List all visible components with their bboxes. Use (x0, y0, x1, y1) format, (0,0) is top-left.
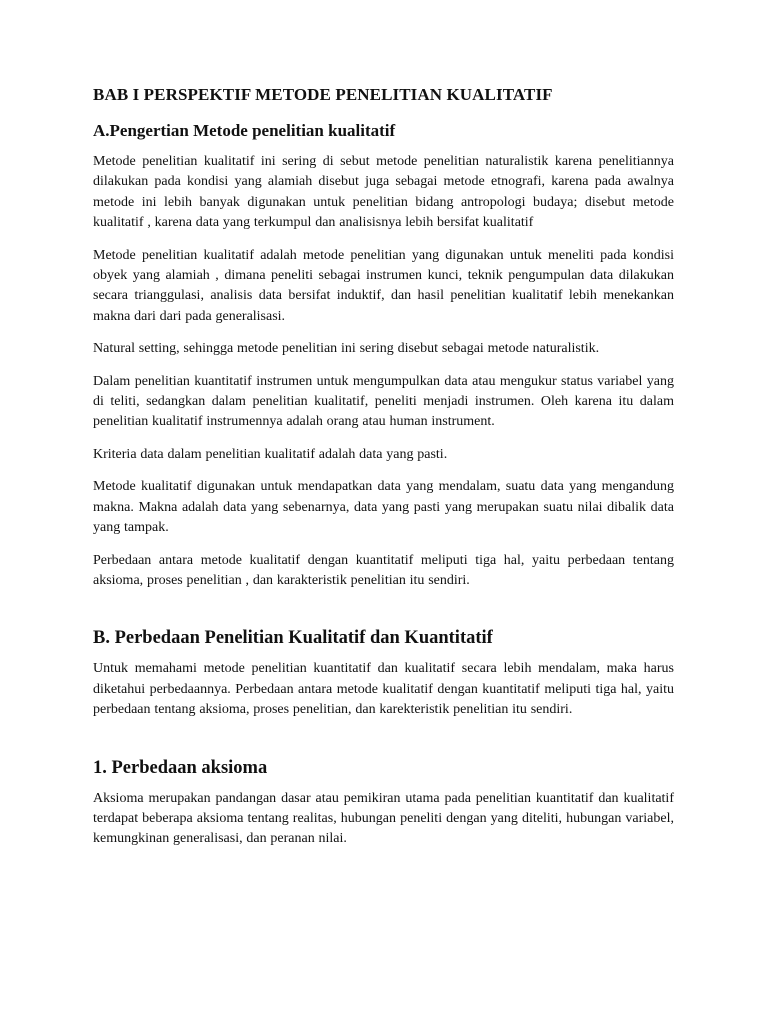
document-page (93, 84, 674, 862)
section-a-paragraph-4: Dalam penelitian kuantitatif instrumen untuk mengumpulkan data atau mengukur status variabel yang di teliti, sedangkan dalam penelitian kualitatif, peneliti menjadi instrumen. Oleh karena itu dalam penelitian kualitatif instrumennya adalah orang atau human instrument. (93, 373, 674, 430)
section-a-paragraph-3: Natural setting, sehingga metode penelitian ini sering disebut sebagai metode naturalistik. (93, 341, 600, 357)
section-b-paragraph-1: Untuk memahami metode penelitian kuantitatif dan kualitatif secara lebih mendalam, maka harus diketahui perbedaannya. Perbedaan antara metode kualitatif dengan kuantitatif meliputi tiga hal, yaitu perbedaan tentang aksioma, proses penelitian, dan karekteristik penelitian itu sendiri. (93, 661, 674, 718)
section-b-heading: B. Perbedaan Penelitian Kualitatif dan Kuantitatif (93, 628, 493, 649)
section-a-paragraph-1: Metode penelitian kualitatif ini sering di sebut metode penelitian naturalistik karena penelitiannya dilakukan pada kondisi yang alamiah disebut juga sebagai metode etnografi, karena pada awalnya metode ini lebih banyak digunakan untuk penelitian bidang antropologi budaya; disebut metode kualitatif , karena data yang terkumpul dan analisisnya lebih bersifat kualitatif (93, 154, 674, 231)
document-title: BAB I PERSPEKTIF METODE PENELITIAN KUALITATIF (93, 85, 553, 104)
section-a-paragraph-7: Perbedaan antara metode kualitatif dengan kuantitatif meliputi tiga hal, yaitu perbedaan tentang aksioma, proses penelitian , dan karakteristik penelitian itu sendiri. (93, 552, 674, 588)
section-a-paragraph-2: Metode penelitian kualitatif adalah metode penelitian yang digunakan untuk meneliti pada kondisi obyek yang alamiah , dimana peneliti sebagai instrumen kunci, teknik pengumpulan data dilakukan secara trianggulasi, analisis data bersifat induktif, dan hasil penelitian kualitatif lebih menekankan makna dari dari pada generalisasi. (93, 247, 674, 324)
section-1-heading: 1. Perbedaan aksioma (93, 757, 268, 778)
section-a-paragraph-6: Metode kualitatif digunakan untuk mendapatkan data yang mendalam, suatu data yang mengandung makna. Makna adalah data yang sebenarnya, data yang pasti yang merupakan suatu nilai dibalik data yang tampak. (93, 479, 674, 536)
section-1-paragraph-1: Aksioma merupakan pandangan dasar atau pemikiran utama pada penelitian kuantitatif dan kualitatif terdapat beberapa aksioma tentang realitas, hubungan peneliti dengan yang diteliti, hubungan variabel, kemungkinan generalisasi, dan peranan nilai. (93, 790, 674, 847)
section-a-heading: A.Pengertian Metode penelitian kualitatif (93, 121, 396, 140)
section-a-paragraph-5: Kriteria data dalam penelitian kualitatif adalah data yang pasti. (93, 446, 448, 462)
